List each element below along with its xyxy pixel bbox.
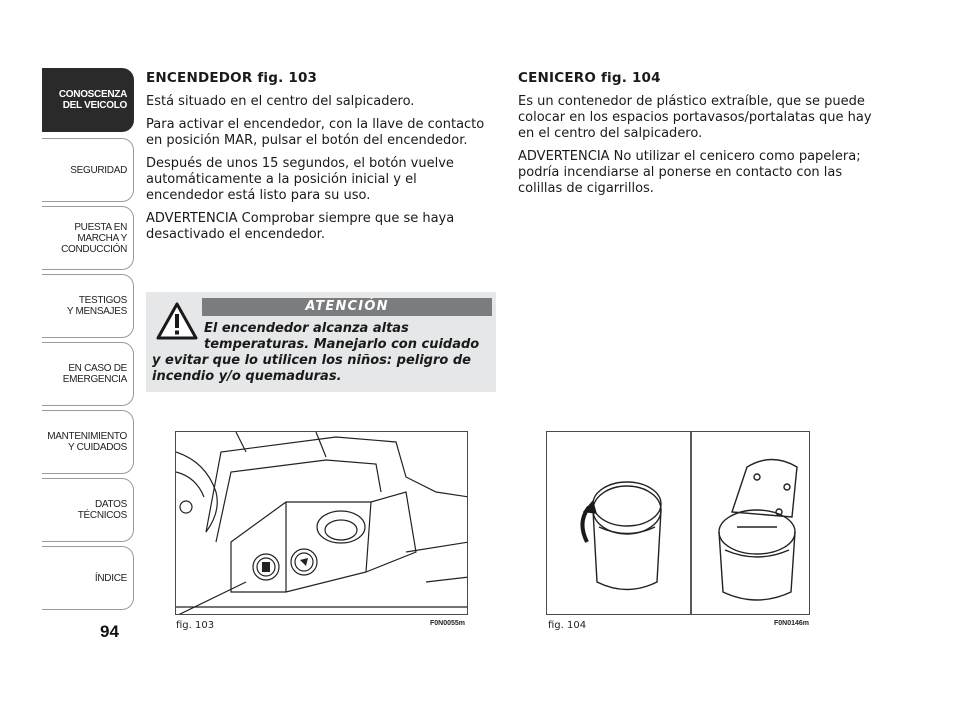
lighter-paragraph-3: Después de unos 15 segundos, el botón vuelve automáticamente a la posición inicial y el encendedor está listo para su uso.	[146, 156, 454, 203]
figure-103-caption: fig. 103	[176, 620, 215, 631]
tab-mantenimiento[interactable]: MANTENIMIENTO Y CUIDADOS	[42, 410, 134, 474]
warning-line-4: incendio y/o quemaduras.	[152, 369, 342, 384]
lighter-heading: ENCENDEDOR fig. 103	[146, 70, 318, 86]
tab-indice[interactable]: ÍNDICE	[42, 546, 134, 610]
warning-text	[152, 321, 488, 385]
ashtray-heading: CENICERO fig. 104	[518, 70, 661, 86]
tab-seguridad[interactable]: SEGURIDAD	[42, 138, 134, 202]
tab-conoscenza-del-veicolo[interactable]: CONOSCENZA DEL VEICOLO	[42, 68, 134, 132]
lighter-paragraph-1: Está situado en el centro del salpicadero.	[146, 94, 415, 109]
figure-104-ashtray	[546, 431, 810, 615]
tab-en-caso-de-emergencia[interactable]: EN CASO DE EMERGENCIA	[42, 342, 134, 406]
ashtray-illustration	[547, 432, 810, 615]
tab-puesta-en-marcha[interactable]: PUESTA EN MARCHA Y CONDUCCIÓN	[42, 206, 134, 270]
warning-line-1: El encendedor alcanza altas	[204, 321, 409, 336]
ashtray-section	[518, 70, 878, 204]
lighter-illustration	[176, 432, 468, 615]
tab-datos-tecnicos[interactable]: DATOS TÉCNICOS	[42, 478, 134, 542]
lighter-paragraph-4: ADVERTENCIA Comprobar siempre que se haya desactivado el encendedor.	[146, 211, 455, 242]
ashtray-paragraph-1: Es un contenedor de plástico extraíble, que se puede colocar en los espacios portavasos/portalatas que hay en el centro del salpicadero.	[518, 94, 872, 141]
tab-testigos-y-mensajes[interactable]: TESTIGOS Y MENSAJES	[42, 274, 134, 338]
warning-line-2: temperaturas. Manejarlo con cuidado	[204, 337, 480, 352]
page-number: 94	[100, 622, 119, 641]
figure-103-lighter	[175, 431, 468, 615]
lighter-paragraph-2: Para activar el encendedor, con la llave de contacto en posición MAR, pulsar el botón del encendedor.	[146, 117, 485, 148]
warning-line-3: y evitar que lo utilicen los niños: peligro de	[152, 353, 471, 368]
warning-title: ATENCIÓN	[202, 298, 492, 316]
warning-box	[146, 292, 496, 392]
figure-104-caption: fig. 104	[548, 620, 587, 631]
lighter-section	[146, 70, 498, 250]
ashtray-paragraph-2: ADVERTENCIA No utilizar el cenicero como papelera; podría incendiarse al ponerse en contacto con las colillas de cigarrillos.	[518, 149, 861, 196]
figure-103-code: F0N0055m	[430, 620, 466, 627]
figure-104-code: F0N0146m	[774, 620, 810, 627]
